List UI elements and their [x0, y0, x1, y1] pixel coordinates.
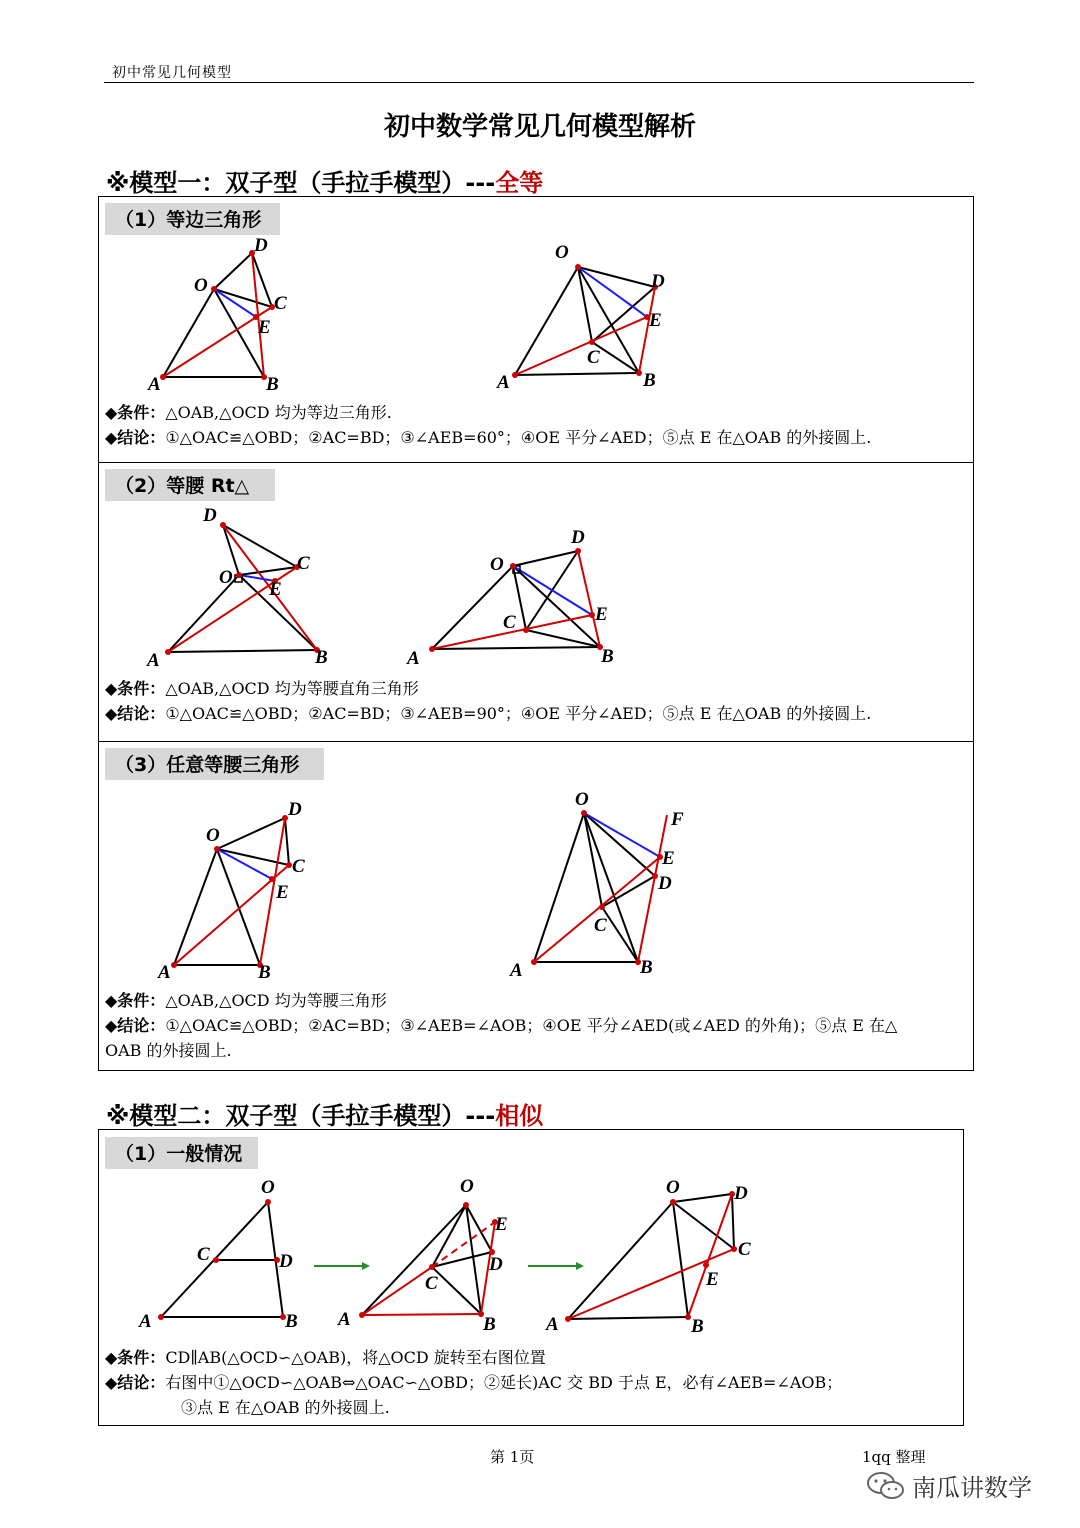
figure-3b: [505, 785, 705, 985]
label-O: O: [206, 825, 220, 846]
label-E: E: [269, 579, 282, 600]
section1-conclusion: [105, 425, 871, 450]
header-rule: [104, 82, 974, 83]
conclusion-label: ◆结论：: [105, 1016, 166, 1035]
section1-condition: [105, 400, 392, 425]
model1-heading-text: ※模型一：双子型（手拉手模型）---: [106, 169, 496, 197]
label-B: B: [315, 647, 328, 668]
conclusion-label: ◆结论：: [105, 704, 166, 723]
label-E: E: [276, 882, 289, 903]
label-C: C: [587, 347, 600, 368]
figure-m2b: [335, 1170, 525, 1335]
label-A: A: [139, 1311, 152, 1332]
label-E: E: [662, 848, 675, 869]
model2-section-title: （1）一般情况: [105, 1137, 258, 1169]
figure-3a: [150, 795, 320, 985]
condition-label: ◆条件：: [105, 403, 166, 422]
section3-condition: [105, 988, 387, 1013]
label-B: B: [266, 374, 279, 395]
section3-conclusion: [105, 1013, 897, 1038]
label-O: O: [219, 567, 233, 588]
model2-heading-emph: 相似: [495, 1102, 544, 1130]
label-A: A: [546, 1314, 559, 1335]
conclusion-label: ◆结论：: [105, 428, 166, 447]
model2-conclusion: [105, 1370, 842, 1395]
label-C: C: [197, 1244, 210, 1265]
label-C: C: [503, 612, 516, 633]
label-E: E: [706, 1269, 719, 1290]
label-C: C: [594, 915, 607, 936]
label-D: D: [658, 873, 672, 894]
label-O: O: [261, 1177, 275, 1198]
label-D: D: [279, 1251, 293, 1272]
label-O: O: [490, 554, 504, 575]
label-A: A: [158, 962, 171, 983]
footer-credit: 1qq 整理: [862, 1448, 926, 1466]
label-A: A: [407, 648, 420, 669]
label-C: C: [738, 1239, 751, 1260]
label-O: O: [555, 242, 569, 263]
label-E: E: [258, 317, 271, 338]
label-B: B: [258, 962, 271, 983]
label-B: B: [601, 646, 614, 667]
label-C: C: [274, 293, 287, 314]
label-D: D: [734, 1183, 748, 1204]
label-A: A: [148, 374, 161, 395]
conclusion-text: ①△OAC≌△OBD；②AC=BD；③∠AEB=∠AOB；④OE 平分∠AED(或∠AED 的外角)；⑤点 E 在△: [165, 1016, 898, 1035]
figure-m2a: [135, 1175, 305, 1335]
figure-1b: [495, 240, 685, 400]
condition-text: △OAB,△OCD 均为等腰直角三角形: [165, 679, 419, 698]
label-A: A: [497, 372, 510, 393]
wechat-icon: [866, 1470, 906, 1506]
label-O: O: [575, 789, 589, 810]
section1-title: （1）等边三角形: [105, 203, 280, 235]
label-B: B: [691, 1316, 704, 1337]
figure-2b: [405, 520, 625, 670]
label-D: D: [288, 799, 302, 820]
condition-text: △OAB,△OCD 均为等腰三角形: [165, 991, 387, 1010]
figure-2a: [145, 505, 335, 670]
label-D: D: [489, 1254, 503, 1275]
model1-heading: [106, 163, 543, 198]
label-E: E: [495, 1214, 508, 1235]
conclusion-text: 右图中①△OCD∽△OAB⇔△OAC∽△OBD；②延长)AC 交 BD 于点 E，必有∠AEB=∠AOB；: [165, 1373, 843, 1392]
model2-heading-text: ※模型二：双子型（手拉手模型）---: [106, 1102, 496, 1130]
model2-heading: [106, 1096, 543, 1131]
label-E: E: [649, 310, 662, 331]
label-C: C: [297, 553, 310, 574]
condition-label: ◆条件：: [105, 679, 166, 698]
page-title: 初中数学常见几何模型解析: [383, 112, 696, 142]
condition-label: ◆条件：: [105, 991, 166, 1010]
watermark: 南瓜讲数学: [912, 1474, 1032, 1502]
section2-condition: [105, 676, 419, 701]
condition-text: CD∥AB(△OCD∽△OAB)，将△OCD 旋转至右图位置: [165, 1348, 546, 1367]
label-O: O: [666, 1177, 680, 1198]
label-D: D: [203, 505, 217, 526]
label-E: E: [595, 604, 608, 625]
section-divider: [98, 462, 974, 463]
label-D: D: [571, 527, 585, 548]
section2-title: （2）等腰 Rt△: [105, 469, 275, 501]
page-number: 第 1页: [490, 1448, 535, 1466]
section-divider: [98, 741, 974, 742]
model1-heading-emph: 全等: [495, 169, 544, 197]
figure-m2c: [540, 1175, 770, 1340]
label-B: B: [640, 957, 653, 978]
label-B: B: [643, 370, 656, 391]
label-A: A: [510, 960, 523, 981]
conclusion-text: ①△OAC≌△OBD；②AC=BD；③∠AEB=90°；④OE 平分∠AED；⑤点 E 在△OAB 的外接圆上.: [165, 704, 872, 723]
section3-conclusion-cont: OAB 的外接圆上.: [105, 1041, 232, 1060]
conclusion-label: ◆结论：: [105, 1373, 166, 1392]
label-D: D: [651, 271, 665, 292]
label-A: A: [147, 650, 160, 671]
label-C: C: [292, 856, 305, 877]
conclusion-text: ①△OAC≌△OBD；②AC=BD；③∠AEB=60°；④OE 平分∠AED；⑤点 E 在△OAB 的外接圆上.: [165, 428, 872, 447]
label-O: O: [460, 1176, 474, 1197]
label-B: B: [483, 1314, 496, 1335]
label-D: D: [254, 235, 268, 256]
model2-condition: [105, 1345, 546, 1370]
running-header: 初中常见几何模型: [112, 65, 232, 81]
figure-1a: [140, 235, 300, 395]
section2-conclusion: [105, 701, 871, 726]
condition-text: △OAB,△OCD 均为等边三角形.: [165, 403, 392, 422]
label-B: B: [285, 1311, 298, 1332]
section3-title: （3）任意等腰三角形: [105, 748, 324, 780]
label-A: A: [338, 1309, 351, 1330]
label-O: O: [194, 275, 208, 296]
model2-conclusion-cont: ③点 E 在△OAB 的外接圆上.: [181, 1398, 390, 1417]
condition-label: ◆条件：: [105, 1348, 166, 1367]
label-F: F: [671, 809, 684, 830]
label-C: C: [425, 1273, 438, 1294]
